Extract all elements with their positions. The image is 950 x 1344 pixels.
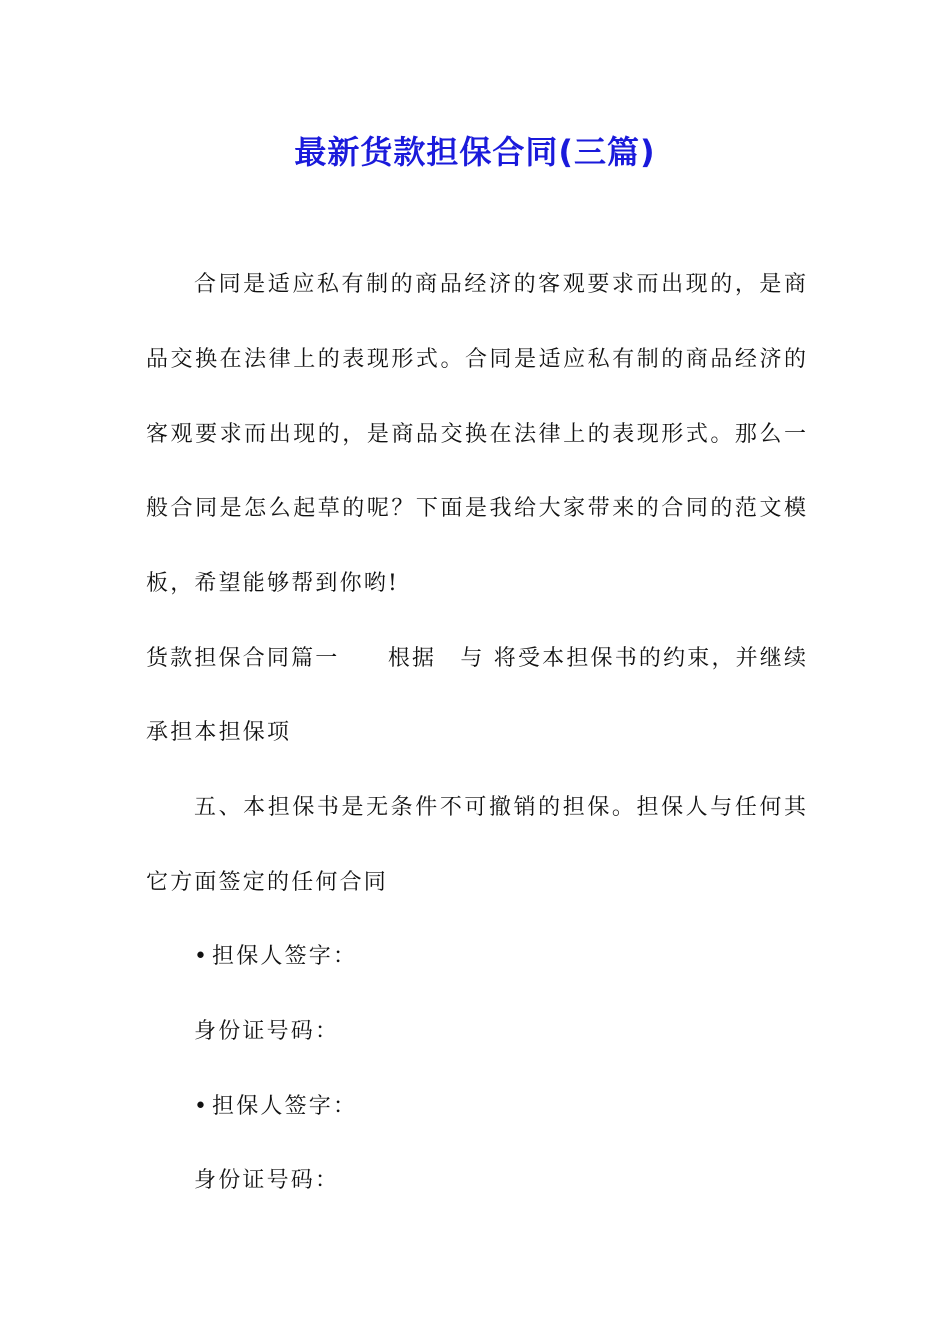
intro-line-2: 品交换在法律上的表现形式。合同是适应私有制的商品经济的 [146,347,806,372]
id-number-label-2: 身份证号码： [194,1168,340,1193]
document-title: 最新货款担保合同(三篇) [294,133,656,171]
intro-line-4: 般合同是怎么起草的呢？下面是我给大家带来的合同的范文模 [146,496,806,521]
intro-line-3: 客观要求而出现的，是商品交换在法律上的表现形式。那么一 [146,422,806,447]
guarantor-signature-label: 担保人签字： [212,1094,358,1119]
section-line-2: 承担本担保项 [146,720,292,745]
clause-line-1: 五、本担保书是无条件不可撤销的担保。担保人与任何其 [194,795,806,820]
bullet-icon: • [194,944,210,969]
signature-row-1 [194,942,594,972]
clause-line-2: 它方面签定的任何合同 [146,870,389,895]
signature-row-2 [194,1092,594,1122]
intro-line-5: 板，希望能够帮到你哟! [146,571,400,596]
id-number-label-1: 身份证号码： [194,1019,340,1044]
section-line-1: 货款担保合同篇一 根据 与 将受本担保书的约束，并继续 [146,646,806,671]
intro-line-1: 合同是适应私有制的商品经济的客观要求而出现的，是商 [194,272,806,297]
bullet-icon: • [194,1094,210,1119]
guarantor-signature-label: 担保人签字： [212,944,358,969]
